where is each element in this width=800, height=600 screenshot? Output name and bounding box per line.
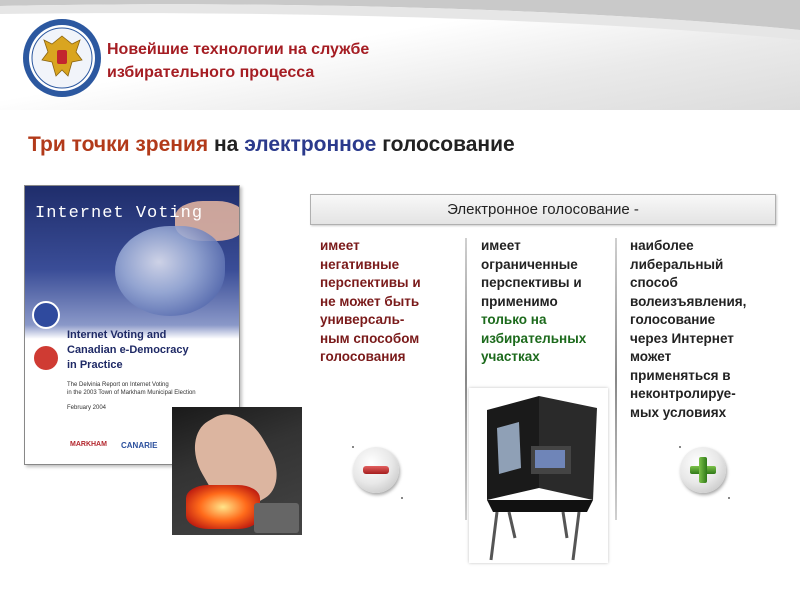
book-subtitle <box>67 328 232 373</box>
liberal-line: способ <box>630 275 678 290</box>
minus-icon <box>353 447 399 493</box>
minus-bar <box>363 466 389 474</box>
slide-title <box>28 133 515 157</box>
liberal-line: применяться в <box>630 367 731 383</box>
book-subtitle-line1: Internet Voting and <box>67 329 167 341</box>
plus-vertical <box>699 457 707 483</box>
book-report-text <box>67 381 232 397</box>
limited-line-green: участках <box>481 349 540 364</box>
liberal-line: либеральный <box>630 256 724 272</box>
decor-dot <box>728 497 730 499</box>
voting-booth-image <box>469 388 608 563</box>
slide-title-part4: голосование <box>376 133 515 156</box>
negative-line: перспективы и <box>320 275 421 290</box>
limited-line: применимо <box>481 293 558 309</box>
limited-line-green: только на <box>481 312 547 327</box>
negative-view-text <box>320 237 460 367</box>
liberal-line: волеизъявления, <box>630 293 747 309</box>
book-date: February 2004 <box>67 405 107 411</box>
book-mouse-illustration <box>115 226 225 316</box>
header-title <box>107 38 467 84</box>
book-logo-markham: MARKHAM <box>70 441 107 448</box>
voting-banner: Электронное голосование - <box>310 194 776 225</box>
mouse-icon <box>32 344 60 372</box>
column-divider <box>465 238 467 520</box>
decor-dot <box>401 497 403 499</box>
limited-view-text <box>481 237 616 367</box>
book-title: Internet Voting <box>35 204 204 223</box>
book-report-line2: in the 2003 Town of Markham Municipal Election <box>67 390 196 396</box>
liberal-line: голосование <box>630 312 716 327</box>
column-divider <box>615 238 617 520</box>
plus-icon <box>680 447 726 493</box>
slide-title-part2: на <box>208 133 245 156</box>
book-subtitle-line2: Canadian e-Democracy <box>67 344 189 356</box>
limited-line: перспективы и <box>481 275 582 290</box>
voting-booth-illustration <box>469 388 608 563</box>
limited-line: имеет <box>481 238 521 253</box>
negative-line: универсаль- <box>320 312 405 327</box>
liberal-line: может <box>630 349 672 364</box>
book-subtitle-line3: in Practice <box>67 359 123 371</box>
negative-line: не может быть <box>320 293 420 309</box>
liberal-view-text <box>630 237 780 422</box>
liberal-line: неконтролируе- <box>630 386 736 401</box>
header-title-line1: Новейшие технологии на службе <box>107 41 370 58</box>
slide-title-part1: Три точки зрения <box>28 133 209 156</box>
liberal-line: наиболее <box>630 238 694 253</box>
limited-line: ограниченные <box>481 256 578 272</box>
vote-icon <box>32 301 60 329</box>
liberal-line: мых условиях <box>630 404 727 420</box>
negative-line: ным способом <box>320 330 420 346</box>
book-logo-canarie: CANARIE <box>121 441 158 450</box>
liberal-line: через Интернет <box>630 330 734 346</box>
fingerprint-scanner-image <box>172 407 302 535</box>
coat-of-arms-seal-icon <box>22 18 102 98</box>
header-title-line2: избирательного процесса <box>107 64 315 81</box>
decor-dot <box>352 446 354 448</box>
slide-title-part3: электронное <box>244 133 377 156</box>
negative-line: имеет <box>320 238 360 253</box>
limited-line-green: избирательных <box>481 330 587 346</box>
negative-line: голосования <box>320 349 406 364</box>
decor-dot <box>679 446 681 448</box>
book-report-line1: The Delvinia Report on Internet Voting <box>67 382 169 388</box>
scanner-pad <box>254 503 299 533</box>
negative-line: негативные <box>320 256 400 272</box>
scanner-glow <box>186 485 260 529</box>
